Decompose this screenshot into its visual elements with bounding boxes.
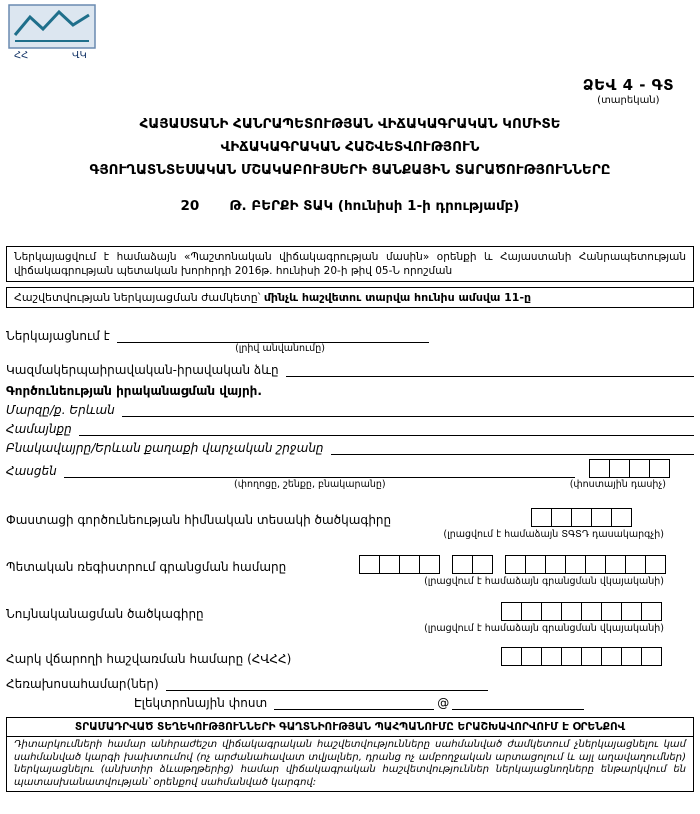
tin-label: Հարկ վճարողի հաշվառման համարը (ՀՎՀՀ) [6, 652, 292, 666]
settlement-input-line[interactable] [331, 440, 694, 455]
email-local-input-line[interactable] [274, 695, 434, 710]
code-cell[interactable] [561, 647, 582, 666]
code-cell[interactable] [359, 555, 380, 574]
marz-input-line[interactable] [122, 402, 694, 417]
logo-right-letters: ՎԿ [72, 50, 87, 60]
register-number-hint: (լրացվում է համաձայն գրանցման վկայականի) [424, 576, 664, 587]
code-cell[interactable] [551, 508, 572, 527]
code-cell[interactable] [379, 555, 400, 574]
activity-code-label: Փաստացի գործունեության հիմնական տեսակի ծածկագիրը [6, 513, 392, 527]
register-group-3 [505, 555, 666, 574]
tin-row [6, 647, 694, 666]
code-cell[interactable] [609, 459, 630, 478]
year-suffix: Թ. ԲԵՐՔԻ ՏԱԿ (հունիսի 1-ի դրությամբ) [229, 198, 520, 214]
code-cell[interactable] [419, 555, 440, 574]
email-row [134, 695, 694, 710]
register-group-2 [452, 555, 493, 574]
code-cell[interactable] [581, 602, 602, 621]
code-cell[interactable] [589, 459, 610, 478]
code-cell[interactable] [541, 602, 562, 621]
form-code: ՁԵՎ 4 - ԳՏ [582, 76, 674, 94]
code-cell[interactable] [565, 555, 586, 574]
code-cell[interactable] [649, 459, 670, 478]
community-label: Համայնքը [6, 422, 72, 436]
armstat-logo [8, 4, 96, 64]
settlement-row [6, 440, 694, 455]
code-cell[interactable] [641, 647, 662, 666]
deadline-notice [6, 287, 694, 308]
code-cell[interactable] [505, 555, 526, 574]
code-cell[interactable] [601, 602, 622, 621]
activity-code-hint: (լրացվում է համաձայն ՏԳՏԴ դասակարգչի) [443, 529, 664, 540]
id-code-label: Նույնականացման ծածկագիրը [6, 607, 204, 621]
code-cell[interactable] [545, 555, 566, 574]
code-cell[interactable] [641, 602, 662, 621]
id-code-hint: (լրացվում է համաձայն գրանցման վկայականի) [424, 623, 664, 634]
id-code-row [6, 602, 694, 621]
id-code-boxes [501, 602, 662, 621]
code-cell[interactable] [581, 647, 602, 666]
form-titles [0, 113, 700, 218]
register-group-1 [359, 555, 440, 574]
confidentiality-notice: ՏՐԱՄԱԴՐՎԱԾ ՏԵՂԵԿՈՒԹՅՈՒՆՆԵՐԻ ԳԱՂՏՆԻՈՒԹՅԱՆ ՊԱՀՊԱՆՈՒՄԸ ԵՐԱՇԽԱՎՈՐՎՈՒՄ Է ՕՐԵՆՔՈՎ [6, 717, 694, 737]
presented-by-hint: (լրիվ անվանումը) [235, 343, 325, 354]
code-cell[interactable] [621, 647, 642, 666]
code-cell[interactable] [601, 647, 622, 666]
settlement-label: Բնակավայրը/Երևան քաղաքի վարչական շրջանը [6, 441, 324, 455]
activity-place-title: Գործունեության իրականացման վայրի. [6, 384, 262, 398]
code-cell[interactable] [525, 555, 546, 574]
register-number-row [6, 555, 694, 574]
code-cell[interactable] [521, 647, 542, 666]
marz-label: Մարզը/ք. Երևան [6, 403, 115, 417]
form-code-block [583, 76, 674, 106]
activity-code-row [6, 508, 694, 527]
community-row [6, 421, 694, 436]
address-input-line[interactable] [64, 463, 575, 478]
logo-left-letters: ՀՀ [14, 50, 29, 60]
code-cell[interactable] [472, 555, 493, 574]
deadline-value: մինչև հաշվետու տարվա հունիս ամսվա 11-ը [263, 291, 532, 304]
code-cell[interactable] [611, 508, 632, 527]
activity-code-boxes [531, 508, 632, 527]
code-cell[interactable] [591, 508, 612, 527]
code-cell[interactable] [531, 508, 552, 527]
email-label: Էլեկտրոնային փոստ [134, 696, 268, 710]
code-cell[interactable] [625, 555, 646, 574]
code-cell[interactable] [452, 555, 473, 574]
legal-form-row [6, 362, 694, 377]
presented-by-input-line[interactable] [117, 328, 429, 343]
register-number-boxes [359, 555, 666, 574]
liability-notice: Դիտարկումների համար անհրաժեշտ վիճակագրական հաշվետվությունները սահմանված ժամկետում չներկայացնելու կամ սահմանված կարգի խախտումով (ոչ արժանահավատ տվյալներ, դրանց ոչ ամբողջական արտացոլում և այլ աղավաղումներ) ներկայացնելու (անխտիր ձևաթղթերից) համար վիճակագրական հաշվետվություններ ներկայացնողները ենթարկվում են պատասխանատվության՝ օրենքով սահմանված կարգով: [6, 736, 694, 792]
legal-form-label: Կազմակերպաիրավական-իրավական ձևը [6, 363, 279, 377]
legal-form-input-line[interactable] [286, 362, 694, 377]
deadline-label: Հաշվետվության ներկայացման ժամկետը՝ [14, 291, 261, 304]
phone-row [6, 676, 694, 691]
presented-by-label: Ներկայացնում է [6, 329, 110, 343]
community-input-line[interactable] [79, 421, 694, 436]
code-cell[interactable] [501, 647, 522, 666]
presented-by-row [6, 328, 694, 343]
phone-input-line[interactable] [166, 676, 488, 691]
code-cell[interactable] [629, 459, 650, 478]
report-type-title: ՎԻՃԱԿԱԳՐԱԿԱՆ ՀԱՇՎԵՏՎՈՒԹՅՈՒՆ [220, 139, 480, 155]
code-cell[interactable] [645, 555, 666, 574]
address-hints-row [6, 478, 694, 491]
code-cell[interactable] [605, 555, 626, 574]
register-number-label: Պետական ռեգիստրում գրանցման համարը [6, 560, 287, 574]
code-cell[interactable] [621, 602, 642, 621]
address-row [6, 459, 694, 478]
address-label: Հասցեն [6, 464, 57, 478]
legal-basis-notice: Ներկայացվում է համաձայն «Պաշտոնական վիճակագրության մասին» օրենքի և Հայաստանի Հանրապետության վիճակագրության պետական խորհրդի 2016թ. հունիսի 20-ի թիվ 05-Ն որոշման [6, 246, 694, 282]
code-cell[interactable] [585, 555, 606, 574]
marz-row [6, 402, 694, 417]
address-hint: (փողոցը, շենքը, բնակարանը) [234, 479, 386, 490]
code-cell[interactable] [501, 602, 522, 621]
statistics-chart-logo-icon [8, 4, 96, 60]
form-body [6, 246, 694, 792]
code-cell[interactable] [399, 555, 420, 574]
code-cell[interactable] [571, 508, 592, 527]
postal-code-hint: (փոստային դասիչ) [569, 479, 666, 490]
committee-title: ՀԱՅԱՍՏԱՆԻ ՀԱՆՐԱՊԵՏՈՒԹՅԱՆ ՎԻՃԱԿԱԳՐԱԿԱՆ ԿՈՄԻՏԵ [139, 116, 561, 132]
phone-label: Հեռախոսահամար(ներ) [6, 677, 159, 691]
postal-code-boxes [589, 459, 670, 478]
year-title [0, 195, 700, 218]
form-periodicity: (տարեկան) [597, 95, 660, 106]
code-cell[interactable] [521, 602, 542, 621]
form-subject-title: ԳՅՈՒՂԱՏՆՏԵՍԱԿԱՆ ՄՇԱԿԱԲՈՒՅՍԵՐԻ ՑԱՆՔԱՅԻՆ ՏԱՐԱԾՈՒԹՅՈՒՆՆԵՐԸ [89, 162, 611, 178]
code-cell[interactable] [561, 602, 582, 621]
year-prefix: 20 [180, 198, 200, 214]
tin-boxes [501, 647, 662, 666]
email-at-sign: @ [437, 696, 450, 710]
code-cell[interactable] [541, 647, 562, 666]
email-domain-input-line[interactable] [452, 695, 584, 710]
